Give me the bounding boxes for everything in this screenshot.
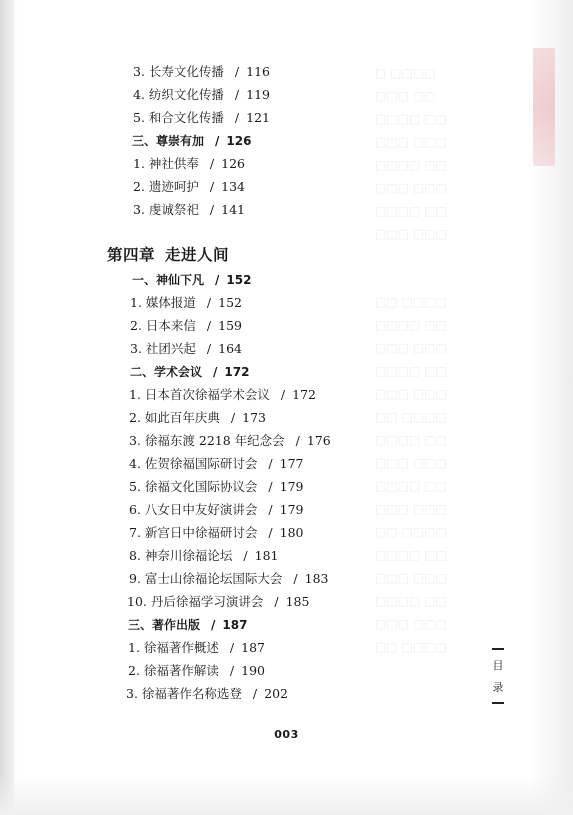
toc-item: 10. 丹后徐福学习演讲会 / 185 — [127, 594, 310, 609]
section-tab-contents — [490, 648, 506, 704]
toc-item: 9. 富士山徐福论坛国际大会 / 183 — [129, 571, 329, 586]
bleed-through-text: □ □□□□ □□□ □□ □□□□ □□ □□□ □□□ □□□□ □□ □□□ □□□ □□□□ □□ □□□ □□□ — [375, 66, 447, 241]
toc-item: 2. 徐福著作解读 / 190 — [128, 663, 265, 678]
toc-item: 4. 佐贺徐福国际研讨会 / 177 — [129, 456, 304, 471]
toc-item: 5. 徐福文化国际协议会 / 179 — [129, 479, 304, 494]
toc-section: 二、学术会议 / 172 — [130, 365, 250, 379]
toc-item: 3. 社团兴起 / 164 — [130, 341, 242, 356]
tab-rule — [492, 702, 504, 704]
toc-item: 1. 徐福著作概述 / 187 — [128, 640, 265, 655]
toc-item: 1. 媒体报道 / 152 — [130, 295, 242, 310]
toc-chapter-heading: 第四章 走进人间 — [107, 245, 230, 264]
toc-item: 5. 和合文化传播 / 121 — [133, 110, 270, 125]
toc-item: 7. 新宫日中徐福研讨会 / 180 — [129, 525, 304, 540]
toc-item: 6. 八女日中友好演讲会 / 179 — [129, 502, 304, 517]
tab-char: 录 — [492, 681, 504, 694]
toc-item: 8. 神奈川徐福论坛 / 181 — [129, 548, 279, 563]
toc-item: 3. 长寿文化传播 / 116 — [133, 64, 270, 79]
tab-rule — [492, 648, 504, 650]
toc-item: 2. 如此百年庆典 / 173 — [129, 410, 266, 425]
toc-section: 三、著作出版 / 187 — [128, 618, 248, 632]
toc-item: 3. 徐福东渡 2218 年纪念会 / 176 — [129, 433, 331, 448]
toc-item: 3. 虔诚祭祀 / 141 — [133, 202, 245, 217]
toc-item: 1. 神社供奉 / 126 — [133, 156, 245, 171]
toc-item: 1. 日本首次徐福学术会议 / 172 — [129, 387, 316, 402]
toc-section: 一、神仙下凡 / 152 — [132, 273, 252, 287]
toc-item: 2. 日本来信 / 159 — [130, 318, 242, 333]
toc-section: 三、尊崇有加 / 126 — [132, 134, 252, 148]
toc-item: 4. 纺织文化传播 / 119 — [133, 87, 270, 102]
tab-char: 目 — [492, 659, 504, 672]
bleed-through-text: □□ □□□□ □□□□ □□ □□□ □□□ □□□□ □□ □□□ □□□ □□ □□□□ □□□□ □□ □□□ □□□ □□□□ □□ □□□ □□□ □□ □□□□ □□□□ □□ □□□ □□□ □□□□ □□ □□□ □□□ □□ □□□□ — [375, 295, 447, 654]
toc-item: 3. 徐福著作名称选登 / 202 — [126, 686, 288, 701]
toc-item: 2. 遗迹呵护 / 134 — [133, 179, 245, 194]
page-number: 003 — [274, 728, 299, 741]
page-bottom-shadow — [0, 775, 573, 815]
